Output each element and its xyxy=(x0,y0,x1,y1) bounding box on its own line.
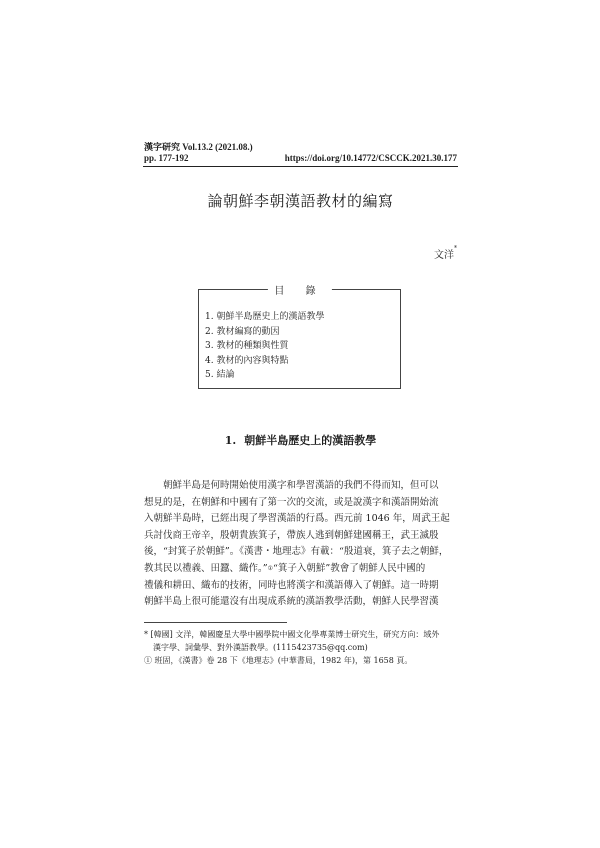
paper-title: 論朝鮮李朝漢語教材的編寫 xyxy=(207,192,394,210)
body-line-part: 教其民以禮義、田蠶、織作。” xyxy=(144,562,268,574)
toc-title: 目 錄 xyxy=(267,282,331,297)
body-line-with-footnote xyxy=(144,561,457,578)
body-line: 想見的是，在朝鮮和中國有了第一次的交流，或是說漢字和漢語開始流 xyxy=(144,496,439,508)
section-number: 1. xyxy=(224,434,237,447)
footnotes xyxy=(144,628,457,667)
toc-item: 2. 教材編寫的動因 xyxy=(205,326,280,337)
table-of-contents xyxy=(198,286,401,389)
body-line-part: “箕子入朝鮮”教會了朝鮮人民中國的 xyxy=(273,562,426,574)
body-line: 朝鮮半島上很可能還沒有出現成系統的漢語教學活動，朝鮮人民學習漢 xyxy=(144,596,439,608)
toc-item: 5. 結論 xyxy=(205,370,235,380)
body-paragraph xyxy=(144,478,457,611)
body-line: 兵討伐商王帝辛，殷朝貴族箕子，帶族人逃到朝鮮建國稱王，武王滅殷 xyxy=(144,529,439,541)
toc-list xyxy=(205,310,324,383)
page-range: pp. 177-192 xyxy=(144,153,189,163)
header-divider xyxy=(143,166,458,167)
body-line: 後，“封箕子於朝鮮”。《漢書・地理志》有載：“殷道衰，箕子去之朝鮮， xyxy=(144,546,449,558)
doi-link[interactable]: https://doi.org/10.14772/CSCCK.2021.30.177 xyxy=(284,153,457,163)
journal-volume-info: 漢字研究 Vol.13.2 (2021.08.) xyxy=(144,142,253,152)
author-name: 文洋 xyxy=(434,250,454,261)
body-line: 朝鮮半島是何時開始使用漢字和學習漢語的我們不得而知，但可以 xyxy=(144,480,439,491)
section-heading xyxy=(144,432,457,448)
toc-item: 4. 教材的內容與特點 xyxy=(205,355,289,366)
author xyxy=(434,246,457,261)
section-title: 朝鮮半島歷史上的漢語教學 xyxy=(244,434,377,447)
footnote-author-line: * [韓國] 文洋，韓國慶星大學中國學院中國文化學專業博士研究生，研究方向：域外 xyxy=(144,630,440,639)
footnote-1: ① 班固，《漢書》卷 28 下《地理志》(中華書局，1982 年)，第 1658 頁。 xyxy=(144,656,413,665)
body-line: 禮儀和耕田、織布的技術，同時也將漢字和漢語傳入了朝鮮。這一時期 xyxy=(144,579,439,591)
toc-item: 3. 教材的種類與性質 xyxy=(205,341,289,351)
body-line: 入朝鮮半島時，已經出現了學習漢語的行爲。西元前 1046 年，周武王起 xyxy=(144,513,450,525)
author-footnote-mark: * xyxy=(454,245,457,252)
journal-page-doi-row xyxy=(144,153,457,163)
footnote-ref[interactable]: ① xyxy=(267,564,273,572)
toc-item: 1. 朝鮮半島歷史上的漢語教學 xyxy=(205,312,325,322)
footnote-author-line-cont: 漢字學、詞彙學、對外漢語教學。(1115423735@qq.com) xyxy=(153,643,368,652)
footnote-divider xyxy=(144,622,287,623)
